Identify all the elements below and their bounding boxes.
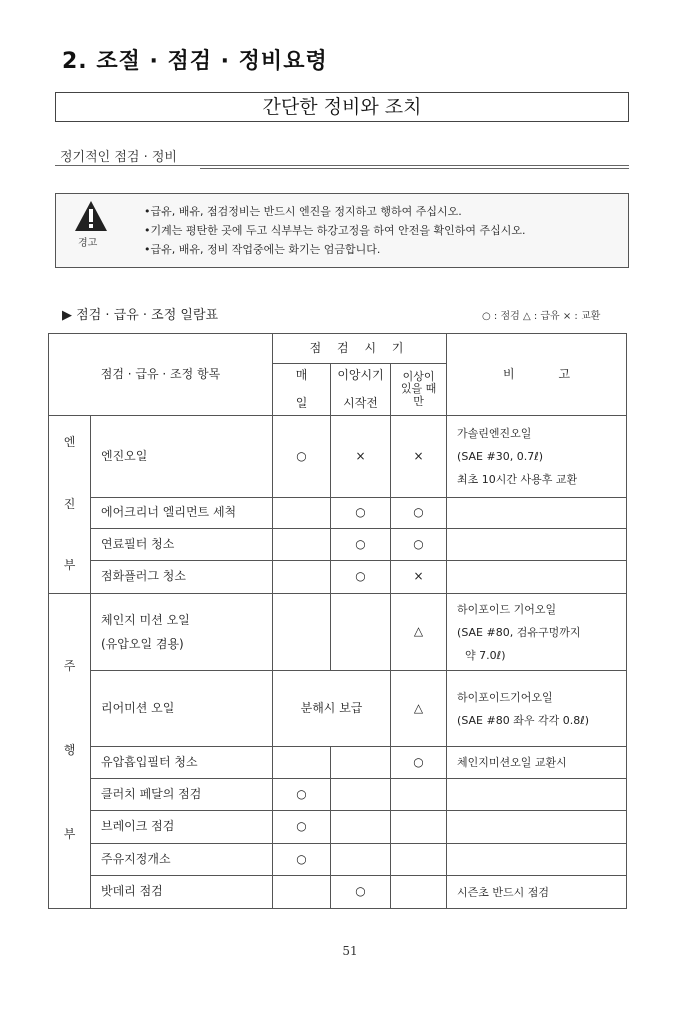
table-row xyxy=(49,747,627,779)
group-engine-char: 엔 xyxy=(63,434,76,449)
warning-list xyxy=(144,202,525,259)
item-clutch-pedal: 클러치 페달의 점검 xyxy=(91,779,273,811)
note-line: 최초 10시간 사용후 교환 xyxy=(457,473,578,486)
cell-anomaly xyxy=(391,844,447,876)
section-heading: 2. 조절 · 점검 · 정비요령 xyxy=(62,49,328,74)
table-row xyxy=(49,416,627,498)
cell-anomaly: ○ xyxy=(391,498,447,529)
note-line: 가솔린엔진오일 xyxy=(457,427,532,440)
cell-daily xyxy=(273,594,331,671)
cell-anomaly: ○ xyxy=(391,529,447,561)
cell-season: ○ xyxy=(331,498,391,529)
page-title: 간단한 정비와 조치 xyxy=(55,92,629,122)
item-spark-plug: 점화플러그 청소 xyxy=(91,561,273,594)
table-row xyxy=(49,529,627,561)
header-daily xyxy=(273,364,331,416)
note-empty xyxy=(447,529,627,561)
header-note: 비 고 xyxy=(447,334,627,416)
group-engine-char: 부 xyxy=(63,558,76,573)
cell-daily xyxy=(273,561,331,594)
warning-label: 경고 xyxy=(78,238,98,249)
note-line: 하이포이드 기어오일 xyxy=(457,602,557,616)
cell-anomaly xyxy=(391,779,447,811)
note-line: (SAE #30, 0.7ℓ) xyxy=(457,450,544,463)
header-anomaly: 이상이 있을 때만 xyxy=(391,364,447,416)
cell-season: ○ xyxy=(331,876,391,909)
item-chain-mission xyxy=(91,594,273,671)
cell-anomaly: × xyxy=(391,416,447,498)
note-empty xyxy=(447,844,627,876)
warning-item: •급유, 배유, 점검정비는 반드시 엔진을 정지하고 행하여 주십시오. xyxy=(144,205,462,218)
note-empty xyxy=(447,779,627,811)
cell-daily: ○ xyxy=(273,844,331,876)
subtitle-divider-top xyxy=(55,165,629,166)
item-battery: 밧데리 점검 xyxy=(91,876,273,909)
header-season xyxy=(331,364,391,416)
page-number: 51 xyxy=(342,944,358,958)
cell-season xyxy=(331,594,391,671)
header-period: 점 검 시 기 xyxy=(273,334,447,364)
cell-daily xyxy=(273,747,331,779)
table-row xyxy=(49,561,627,594)
subtitle: 정기적인 점검 · 정비 xyxy=(60,150,177,165)
item-fuel-lock: 주유지정개소 xyxy=(91,844,273,876)
cell-daily xyxy=(273,876,331,909)
note-line: 하이포이드기어오일 xyxy=(457,690,553,704)
table-row xyxy=(49,671,627,747)
table-heading: ▶ 점검 · 급유 · 조정 일람표 xyxy=(62,308,219,323)
group-engine-char: 진 xyxy=(63,496,76,511)
item-fuel-filter: 연료필터 청소 xyxy=(91,529,273,561)
item-brake: 브레이크 점검 xyxy=(91,811,273,844)
cell-anomaly: × xyxy=(391,561,447,594)
note-line: 약 7.0ℓ) xyxy=(465,648,506,662)
cell-season: × xyxy=(331,416,391,498)
header-daily-line1: 매 xyxy=(295,367,308,382)
note-chain-mission xyxy=(447,594,627,671)
table-row xyxy=(49,779,627,811)
cell-season xyxy=(331,779,391,811)
group-drive-char: 행 xyxy=(63,743,76,758)
warning-item: •급유, 배유, 정비 작업중에는 화기는 엄금합니다. xyxy=(144,243,381,256)
item-hydraulic-filter: 유압흡입필터 청소 xyxy=(91,747,273,779)
table-row xyxy=(49,811,627,844)
cell-anomaly: △ xyxy=(391,671,447,747)
cell-season xyxy=(331,844,391,876)
group-engine xyxy=(49,416,91,594)
cell-season xyxy=(331,811,391,844)
cell-daily xyxy=(273,498,331,529)
table-row xyxy=(49,498,627,529)
table-row xyxy=(49,844,627,876)
item-line: (유압오일 겸용) xyxy=(101,637,184,651)
item-rear-mission: 리어미션 오일 xyxy=(91,671,273,747)
warning-item: •기계는 평탄한 곳에 두고 식부부는 하강고정을 하여 안전을 확인하여 주십시오. xyxy=(144,224,526,237)
table-row xyxy=(49,594,627,671)
symbol-legend: ○ : 점검 △ : 급유 × : 교환 xyxy=(482,311,601,322)
note-empty xyxy=(447,498,627,529)
subtitle-divider-bottom xyxy=(200,168,629,169)
note-line: (SAE #80, 검유구멍까지 xyxy=(457,625,581,639)
cell-season: ○ xyxy=(331,529,391,561)
group-drive-char: 주 xyxy=(63,659,76,674)
note-rear-mission xyxy=(447,671,627,747)
note-hydraulic-filter: 체인지미션오일 교환시 xyxy=(447,747,627,779)
item-air-cleaner: 에어크리너 엘리먼트 세척 xyxy=(91,498,273,529)
table-header-row xyxy=(49,334,627,364)
cell-season: ○ xyxy=(331,561,391,594)
cell-anomaly: ○ xyxy=(391,747,447,779)
warning-triangle-icon xyxy=(74,200,108,232)
note-empty xyxy=(447,561,627,594)
cell-daily: ○ xyxy=(273,416,331,498)
cell-anomaly xyxy=(391,876,447,909)
inspection-table xyxy=(48,333,627,909)
group-drive xyxy=(49,594,91,909)
cell-daily xyxy=(273,529,331,561)
cell-daily: ○ xyxy=(273,779,331,811)
header-season-line2: 시작전 xyxy=(343,395,378,410)
group-drive-char: 부 xyxy=(63,826,76,841)
header-daily-line2: 일 xyxy=(295,395,308,410)
cell-daily: ○ xyxy=(273,811,331,844)
note-battery: 시즌초 반드시 점검 xyxy=(447,876,627,909)
warning-box xyxy=(55,193,629,268)
item-engine-oil: 엔진오일 xyxy=(91,416,273,498)
cell-merged-refill: 분해시 보급 xyxy=(273,671,391,747)
header-season-line1: 이앙시기 xyxy=(337,367,384,382)
cell-anomaly xyxy=(391,811,447,844)
cell-anomaly: △ xyxy=(391,594,447,671)
header-item: 점검 · 급유 · 조정 항목 xyxy=(49,334,273,416)
note-engine-oil xyxy=(447,416,627,498)
table-row xyxy=(49,876,627,909)
item-line: 체인지 미션 오일 xyxy=(101,613,190,627)
note-line: (SAE #80 좌우 각각 0.8ℓ) xyxy=(457,713,590,727)
cell-season xyxy=(331,747,391,779)
note-empty xyxy=(447,811,627,844)
